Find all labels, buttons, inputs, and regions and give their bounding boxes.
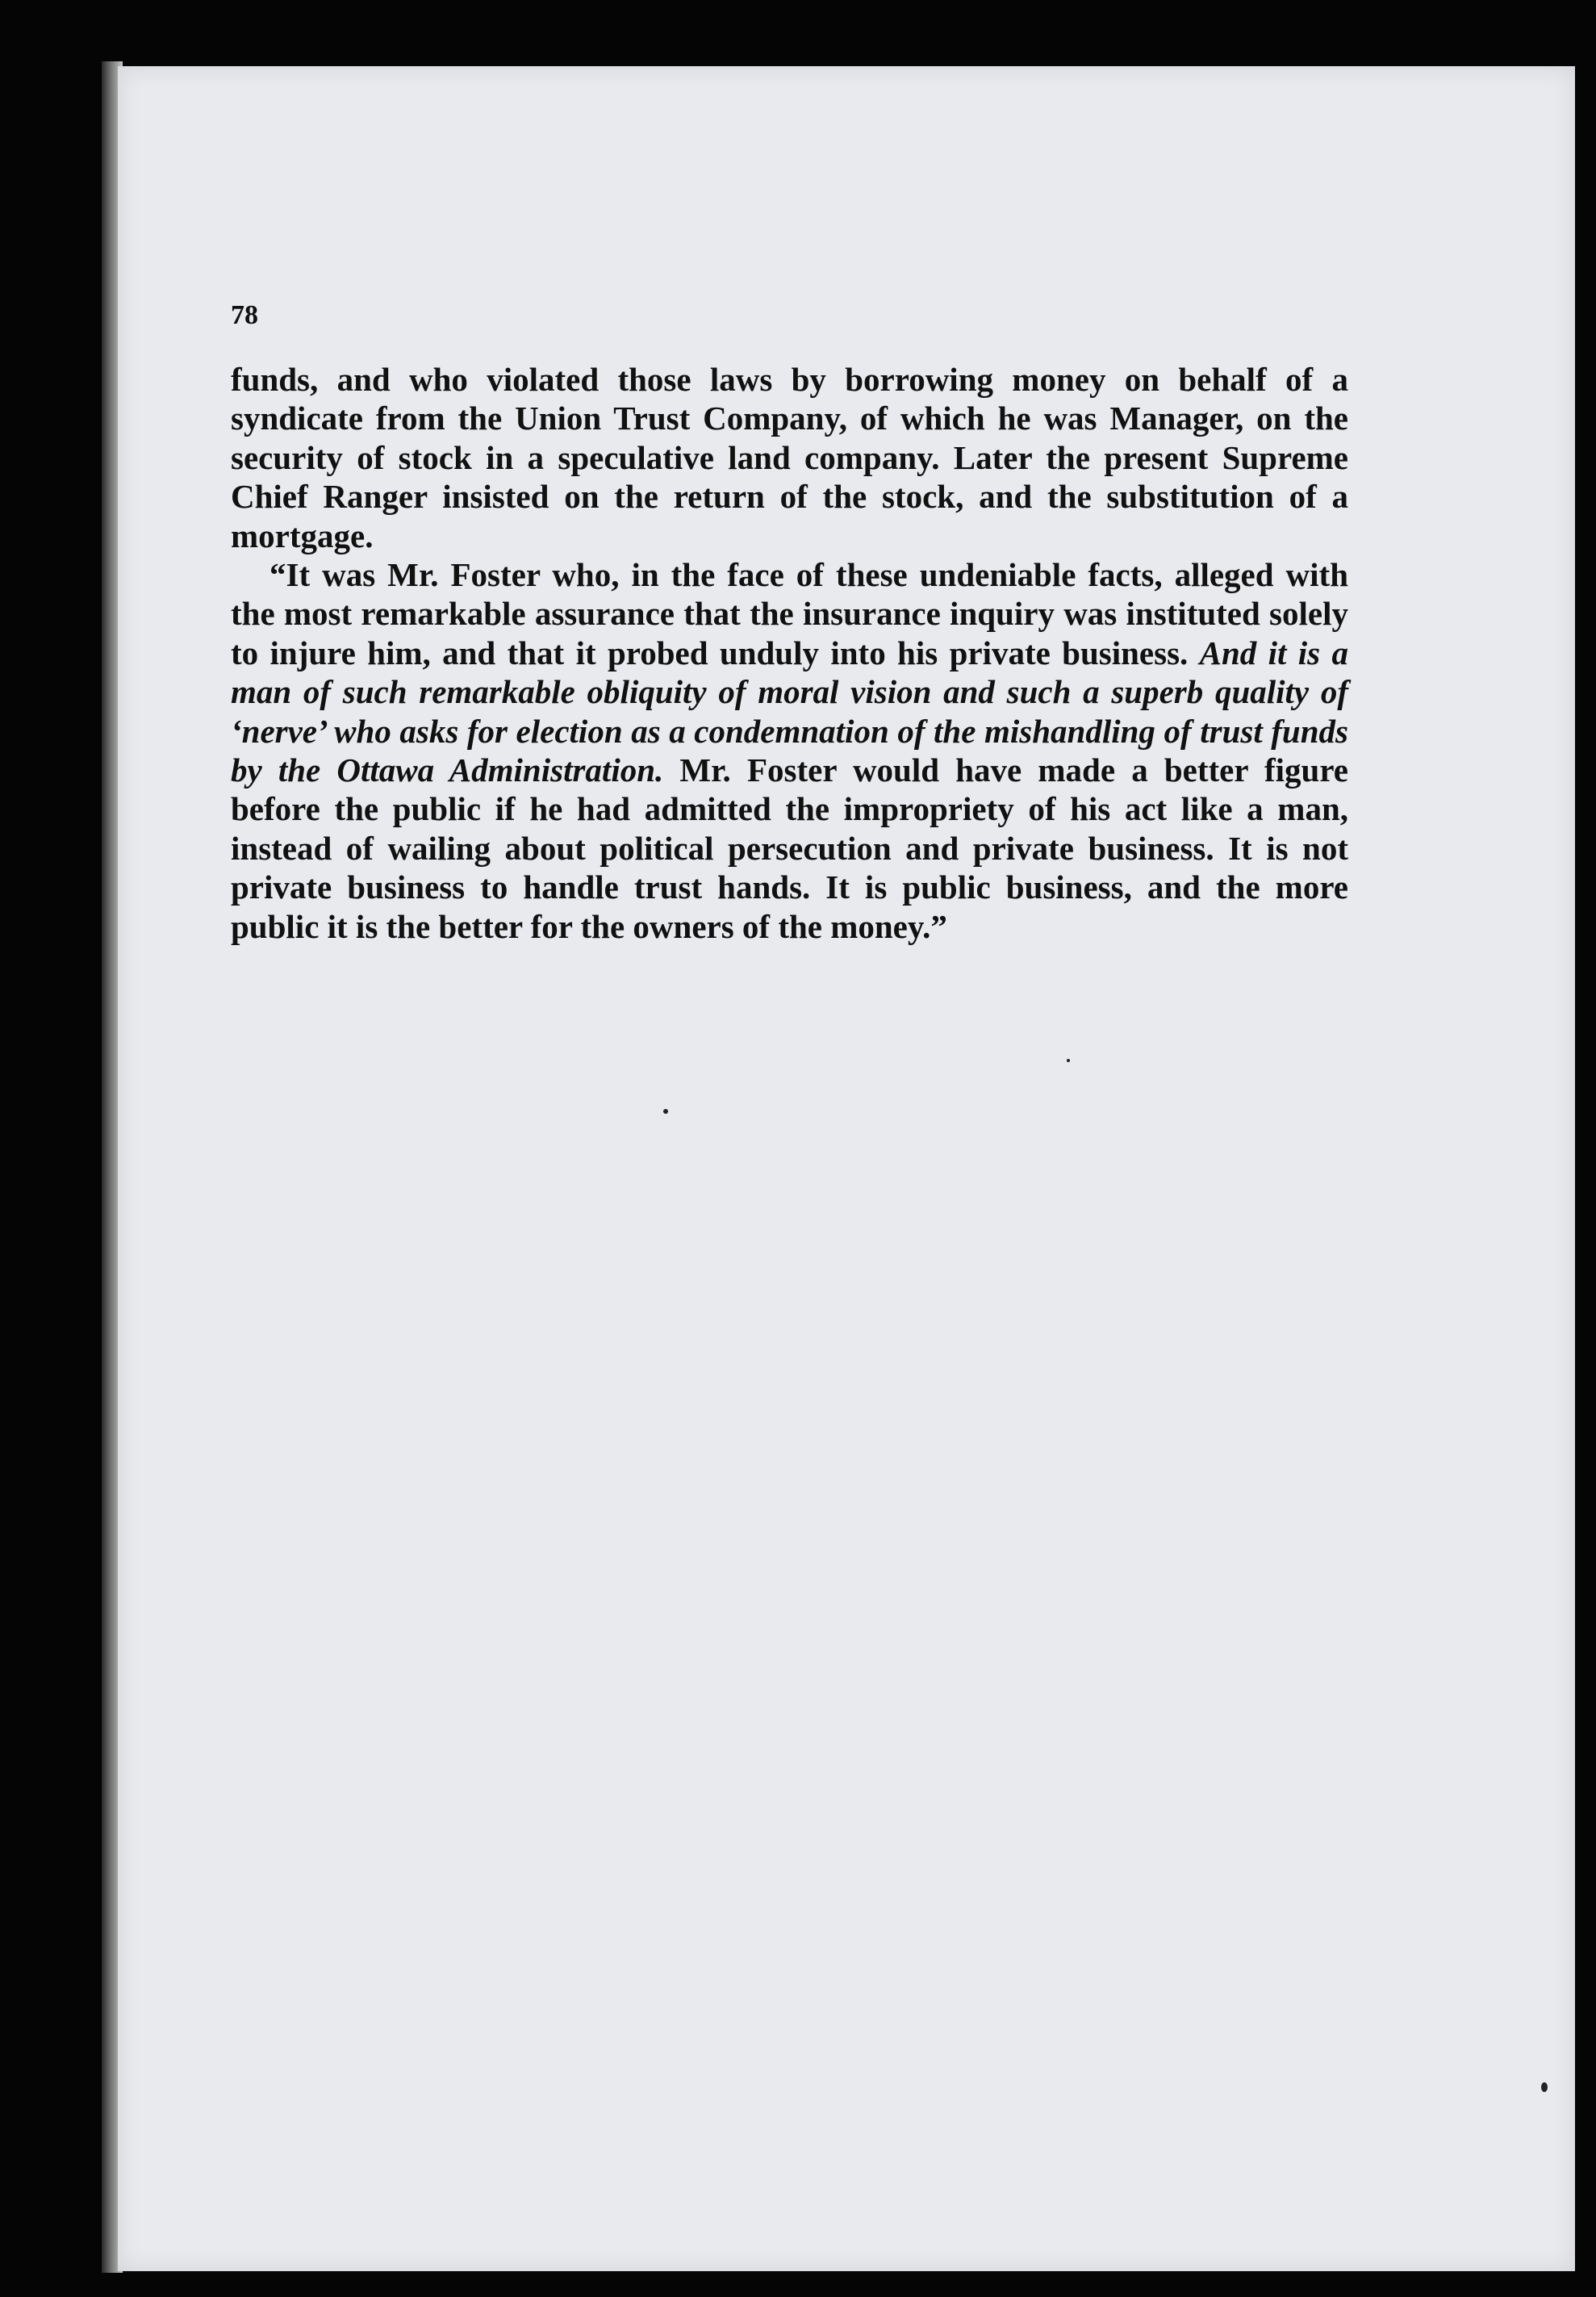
paragraph-2-text-start: “It was Mr. Foster who, in the face of these undeniable facts, alleged with the most remarkable assurance that the insurance inquiry was instituted solely to injure him, and that it probed unduly into his private business. [231, 556, 1348, 672]
page-number: 78 [231, 300, 258, 330]
paragraph-1-text: funds, and who violated those laws by borrowing money on behalf of a syndicate from the Union Trust Company, of which he was Manager, on the security of stock in a speculative land company. Later the present Supreme Chief Ranger insisted on the return of the stock, and the substitution of a mortgage. [231, 361, 1348, 554]
paragraph-2-text-end: Mr. Foster would have made a better figure before the public if he had admitted the impropriety of his act like a man, instead of wailing about political persecution and private business. It is not private business to handle trust hands. It is public business, and the more public it is the better for the owners of the money.” [231, 751, 1348, 945]
dust-speck [663, 1109, 668, 1114]
paragraph-2 [231, 555, 1348, 946]
dust-speck [1541, 2082, 1548, 2092]
body-text [231, 360, 1348, 946]
paragraph-2-italic-text: And it is a man of such remarkable obliquity of moral vision and such a superb quality of ‘nerve’ who asks for election as a condemnation of the mishandling of trust funds by the Ottawa Administration. [231, 634, 1348, 789]
paragraph-1 [231, 360, 1348, 555]
dust-speck [1067, 1059, 1070, 1062]
